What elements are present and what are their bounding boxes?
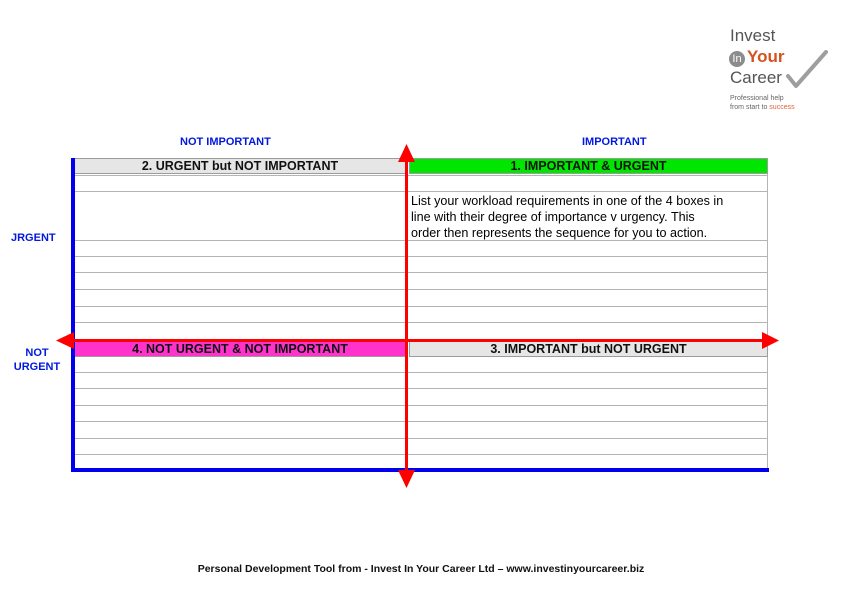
instruction-line-1: List your workload requirements in one of the 4 boxes in xyxy=(411,194,724,208)
row-label-not-urgent-line1: NOT xyxy=(25,347,49,359)
arrow-up-icon xyxy=(398,144,415,162)
instruction-line-3: order then represents the sequence for you to action. xyxy=(411,226,708,240)
logo-word-career: Career xyxy=(730,68,782,87)
quadrant-header-important-urgent: 1. IMPORTANT & URGENT xyxy=(409,158,768,174)
arrow-down-icon xyxy=(398,470,415,488)
quadrant-header-urgent-not-important: 2. URGENT but NOT IMPORTANT xyxy=(74,158,406,174)
row-label-not-urgent-line2: URGENT xyxy=(13,361,61,373)
row-label-urgent: JRGENT xyxy=(11,232,56,244)
column-label-not-important: NOT IMPORTANT xyxy=(180,136,271,148)
logo-in-badge: In xyxy=(729,51,745,67)
instruction-line-2: line with their degree of importance v urgency. This xyxy=(411,210,695,224)
column-label-important: IMPORTANT xyxy=(582,136,647,148)
logo-word-your: Your xyxy=(747,47,785,66)
logo-tagline-line1: Professional help xyxy=(730,95,784,102)
logo-tagline-prefix: from start to xyxy=(730,104,770,111)
arrow-right-icon xyxy=(762,332,779,349)
footer-text: Personal Development Tool from - Invest In Your Career Ltd – www.investinyourcareer.biz xyxy=(197,563,645,575)
arrow-left-icon xyxy=(56,332,74,349)
logo-tagline-accent: success xyxy=(769,104,795,111)
quadrant-header-not-urgent-not-important: 4. NOT URGENT & NOT IMPORTANT xyxy=(74,341,406,357)
logo-word-invest: Invest xyxy=(730,26,776,45)
quadrant-header-important-not-urgent: 3. IMPORTANT but NOT URGENT xyxy=(409,341,768,357)
